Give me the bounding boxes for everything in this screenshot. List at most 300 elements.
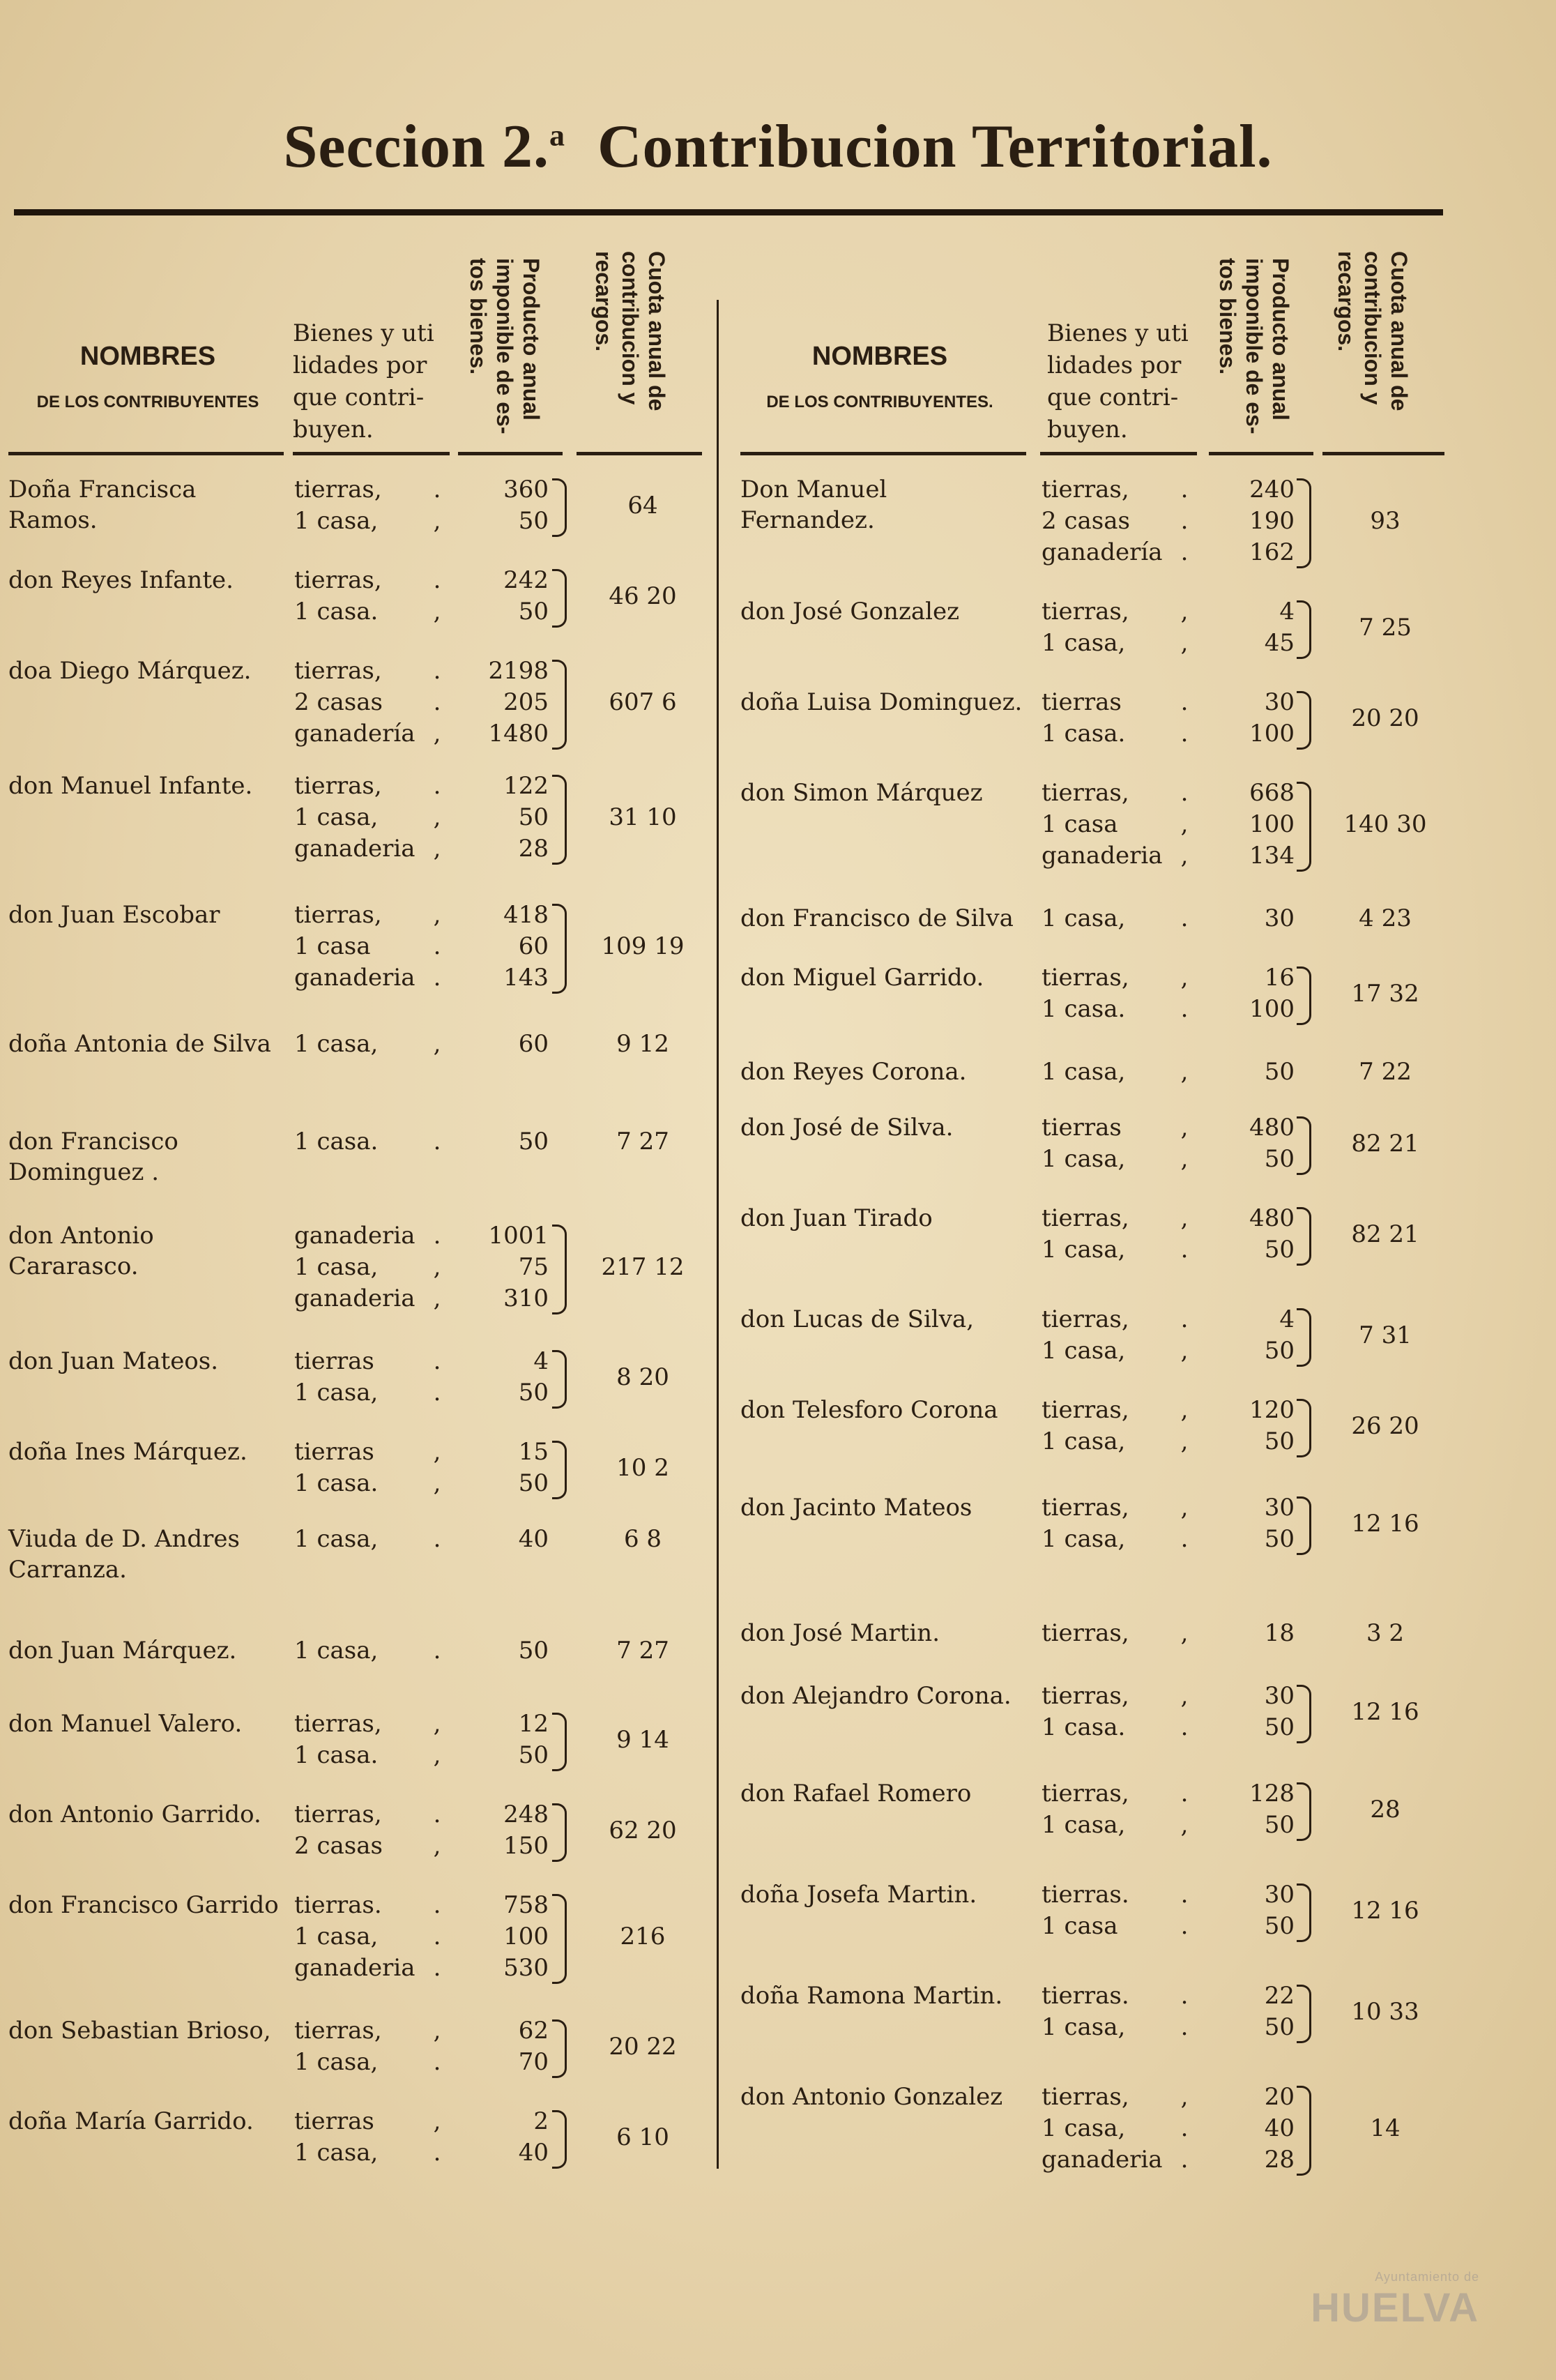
contributor-name: don Reyes Corona. [740,1058,967,1086]
header-producto: Producto anual imponible de es- tos bienes. [1215,258,1293,434]
leader-dot: , [1180,1682,1189,1710]
cuota-value: 140 30 [1343,810,1427,838]
producto-value: 40 [518,2139,549,2167]
contributor-name: doña Josefa Martin. [740,1881,977,1909]
cuota-value: 26 20 [1351,1411,1419,1440]
brace [1297,967,1311,1025]
cuota-value: 3 2 [1366,1619,1405,1647]
leader-dot: , [1180,629,1189,657]
brace [552,904,567,994]
producto-values [1214,962,1295,1025]
brace [552,775,567,865]
cuota-value: 46 20 [609,582,677,610]
bien-item: ganaderia [1042,842,1163,870]
bien-item: tierras, [1042,1305,1129,1333]
bienes-list [294,2106,434,2169]
producto-values [468,565,549,628]
contributor-name: don Juan Tirado [740,1204,933,1232]
producto-value: 480 [1249,1114,1295,1142]
leader-dots [427,1220,448,1314]
leader-dot: . [1180,507,1189,535]
producto-values [1214,1395,1295,1457]
cuota-value: 217 12 [601,1253,685,1281]
leader-dot: , [1180,1619,1189,1647]
bien-item: 1 casa, [1042,2013,1126,2041]
contributor-name: Doña Francisca Ramos. [8,476,197,534]
bien-item: 1 casa, [294,2048,379,2076]
contributor-name: don Juan Márquez. [8,1637,237,1665]
leader-dots [427,1029,448,1060]
right-header [740,230,1444,460]
leader-dots [1174,1618,1195,1649]
contributor-name: don Reyes Infante. [8,566,234,594]
leader-dots [1174,903,1195,934]
bienes-list [1042,474,1181,568]
bien-item: tierras, [1042,964,1129,992]
leader-dot: , [433,1741,441,1769]
bienes-list [1042,1980,1181,2043]
producto-values [468,2015,549,2078]
cuota-value: 109 19 [601,932,685,960]
leader-dot: . [1180,1236,1189,1264]
bien-item: tierras, [1042,1396,1129,1424]
producto-value: 758 [503,1891,549,1919]
leader-dots [427,2015,448,2078]
cuota-value: 17 32 [1351,979,1419,1008]
leader-dot: , [1180,1396,1189,1424]
contributor-name: don Miguel Garrido. [740,964,984,992]
leader-dot: , [433,1438,441,1466]
leader-dot: . [433,1347,441,1375]
bien-item: 1 casa, [294,1923,379,1950]
leader-dots [1174,778,1195,872]
leader-dot: , [433,803,441,831]
bien-item: tierras, [1042,1682,1129,1710]
cuota-value: 14 [1370,2114,1401,2142]
bien-item: 1 casa, [294,1379,379,1407]
bienes-list [1042,1112,1181,1175]
leader-dot: , [433,1469,441,1497]
leader-dots [427,1524,448,1555]
producto-value: 45 [1264,629,1295,657]
producto-values [1214,1203,1295,1266]
producto-values [468,1126,549,1158]
contributor-name: don Sebastian Brioso, [8,2017,271,2045]
leader-dot: . [1180,688,1189,716]
brace [1297,478,1311,568]
leader-dot: , [1180,842,1189,870]
producto-value: 50 [518,507,549,535]
bien-item: 1 casa. [294,1469,379,1497]
cuota-value: 62 20 [609,1816,677,1844]
producto-values [1214,1056,1295,1088]
bien-item: 1 casa, [1042,1427,1126,1455]
bien-item: 1 casa, [1042,1337,1126,1365]
bien-item: tierras. [1042,1982,1129,2010]
bien-item: 1 casa, [294,1525,379,1553]
bien-item: tierras, [294,1801,382,1828]
bienes-list [294,1799,434,1862]
producto-value: 50 [518,1469,549,1497]
leader-dot: . [433,772,441,800]
bien-item: tierras [294,2107,374,2135]
producto-values [1214,687,1295,750]
contributor-name: don Antonio Garrido. [8,1801,261,1828]
left-header [8,230,709,460]
producto-value: 50 [1264,1337,1295,1365]
leader-dot: , [433,1253,441,1281]
bien-item: 1 casa. [1042,995,1126,1023]
bienes-list [294,1126,434,1158]
bien-item: ganadería [294,720,415,748]
contributor-name: Don Manuel Fernandez. [740,476,887,534]
bienes-list [1042,1879,1181,1942]
bien-item: ganaderia [294,1222,415,1250]
brace [552,1894,567,1984]
producto-values [468,1029,549,1060]
cuota-value: 64 [627,491,658,520]
bien-item: 1 casa, [294,507,379,535]
leader-dot: . [433,1923,441,1950]
bienes-list [294,771,434,865]
header-nombres: NOMBRES DE LOS CONTRIBUYENTES. [766,342,993,411]
bien-item: 1 casa, [1042,1236,1126,1264]
producto-values [468,771,549,865]
leader-dots [1174,1304,1195,1367]
producto-value: 50 [518,1741,549,1769]
producto-value: 30 [1264,1881,1295,1909]
leader-dot: , [433,2107,441,2135]
producto-values [1214,1778,1295,1841]
leader-dot: . [1180,1982,1189,2010]
producto-values [1214,1112,1295,1175]
leader-dot: , [1180,810,1189,838]
producto-value: 240 [1249,476,1295,503]
leader-dot: . [1180,2146,1189,2174]
leader-dot: , [433,1030,441,1058]
leader-dot: . [433,964,441,992]
bien-item: tierras, [294,772,382,800]
leader-dot: . [433,2048,441,2076]
bienes-list [294,565,434,628]
producto-value: 30 [1264,1494,1295,1522]
brace [1297,1685,1311,1743]
cuota-value: 31 10 [609,803,677,831]
bien-item: tierras. [294,1891,382,1919]
header-cuota: Cuota anual de contribucion y recargos. [591,251,669,411]
bienes-list [294,1220,434,1314]
cuota-value: 12 16 [1351,1697,1419,1726]
page-title: Seccion 2.$^a$ Contribucion Territorial. [283,113,1273,181]
cuota-value: 28 [1370,1795,1401,1824]
leader-dot: , [1180,1494,1189,1522]
leader-dot: . [1180,476,1189,503]
cuota-value: 4 23 [1359,904,1412,932]
contributor-name: don Lucas de Silva, [740,1305,975,1333]
leader-dot: . [433,1128,441,1155]
brace [1297,1308,1311,1367]
bienes-list [294,1524,434,1555]
leader-dot: . [433,1222,441,1250]
bien-item: tierras [294,1347,374,1375]
bien-item: 1 casa, [294,1253,379,1281]
bien-item: 1 casa, [1042,1811,1126,1839]
producto-value: 70 [518,2048,549,2076]
producto-values [468,2106,549,2169]
producto-values [1214,778,1295,872]
leader-dot: . [1180,1305,1189,1333]
bien-item: tierras, [1042,1780,1129,1807]
producto-value: 50 [1264,1811,1295,1839]
leader-dot: . [1180,779,1189,807]
leader-dot: , [1180,598,1189,626]
producto-values [1214,1879,1295,1942]
bien-item: tierras, [1042,779,1129,807]
leader-dot: . [1180,1780,1189,1807]
producto-values [1214,1304,1295,1367]
producto-value: 530 [503,1954,549,1982]
bienes-list [1042,596,1181,659]
cuota-value: 7 31 [1359,1321,1412,1349]
contributor-name: don Francisco Garrido [8,1891,279,1919]
bien-item: 1 casa. [1042,1713,1126,1741]
producto-value: 122 [503,772,549,800]
brace [1297,1399,1311,1457]
bienes-list [1042,962,1181,1025]
bien-item: tierras [1042,1114,1122,1142]
bienes-list [294,1346,434,1409]
bien-item: 1 casa. [294,1128,379,1155]
bienes-list [1042,1203,1181,1266]
producto-values [468,1890,549,1984]
leader-dot: , [1180,1145,1189,1173]
producto-value: 30 [1264,904,1295,932]
bien-item: tierras, [294,566,382,594]
leader-dot: . [433,1954,441,1982]
leader-dot: . [433,1637,441,1665]
producto-values [468,1799,549,1862]
cuota-value: 12 16 [1351,1896,1419,1925]
contributor-name: don José Gonzalez [740,598,960,626]
leader-dots [427,1799,448,1862]
brace [552,1441,567,1499]
contributor-name: don Antonio Cararasco. [8,1222,154,1280]
bien-item: 1 casa, [1042,629,1126,657]
leader-dot: , [1180,1811,1189,1839]
contributor-name: don Francisco de Silva [740,904,1014,932]
watermark: Ayuntamiento de HUELVA [1311,2270,1479,2330]
leader-dot: , [433,507,441,535]
contributor-name: don Manuel Infante. [8,772,253,800]
contributor-name: don Antonio Gonzalez [740,2083,1003,2111]
producto-values [1214,1980,1295,2043]
producto-values [468,1437,549,1499]
bienes-list [1042,1681,1181,1743]
producto-value: 50 [1264,1525,1295,1553]
bienes-list [294,1029,434,1060]
producto-value: 120 [1249,1396,1295,1424]
producto-values [468,1220,549,1314]
leader-dots [1174,1980,1195,2043]
bien-item: 1 casa, [1042,1145,1126,1173]
bien-item: ganaderia [294,1284,415,1312]
leader-dots [427,1708,448,1771]
cuota-value: 7 22 [1359,1058,1412,1086]
brace [1297,1985,1311,2043]
brace [552,1225,567,1314]
producto-value: 418 [503,901,549,929]
brace [1297,1207,1311,1266]
bien-item: tierras [294,1438,374,1466]
producto-value: 16 [1264,964,1295,992]
contributor-name: don Jacinto Mateos [740,1494,972,1522]
bien-item: 1 casa [294,932,371,960]
bien-item: ganaderia [1042,2146,1163,2174]
leader-dot: , [433,598,441,626]
brace [552,478,567,537]
brace [552,1803,567,1862]
bien-item: 1 casa. [1042,720,1126,748]
contributor-name: Viuda de D. Andres Carranza. [8,1525,240,1584]
producto-value: 668 [1249,779,1295,807]
contributor-name: don Francisco Dominguez . [8,1128,178,1186]
brace [1297,2086,1311,2176]
producto-values [468,900,549,994]
leader-dot: , [1180,2083,1189,2111]
leader-dot: . [433,1891,441,1919]
leader-dots [1174,687,1195,750]
bien-item: 1 casa [1042,810,1118,838]
bien-item: tierras. [1042,1881,1129,1909]
leader-dot: , [1180,1427,1189,1455]
leader-dot: , [433,1284,441,1312]
bienes-list [294,900,434,994]
cuota-value: 10 33 [1351,1997,1419,2026]
brace [1297,691,1311,750]
bien-item: tierras, [1042,598,1129,626]
bien-item: 1 casa. [294,598,379,626]
cuota-value: 607 6 [609,688,677,716]
contributor-name: don Manuel Valero. [8,1710,243,1738]
producto-value: 4 [1279,598,1295,626]
producto-values [468,1524,549,1555]
producto-value: 480 [1249,1204,1295,1232]
leader-dot: , [433,1832,441,1860]
leader-dot: , [1180,964,1189,992]
producto-value: 162 [1249,538,1295,566]
brace [552,2110,567,2169]
producto-value: 190 [1249,507,1295,535]
leader-dots [427,1126,448,1158]
producto-value: 205 [503,688,549,716]
contributor-name: don José Martin. [740,1619,940,1647]
cuota-value: 6 8 [623,1525,662,1553]
leader-dot: . [433,2139,441,2167]
leader-dots [427,1890,448,1984]
contributor-name: doña María Garrido. [8,2107,254,2135]
bien-item: 1 casa, [294,2139,379,2167]
producto-value: 150 [503,1832,549,1860]
leader-dots [1174,474,1195,568]
leader-dots [427,1346,448,1409]
bien-item: tierras, [1042,1619,1129,1647]
producto-value: 50 [1264,1236,1295,1264]
header-bienes: Bienes y uti lidades por que contri- buyen. [1047,319,1189,444]
producto-values [1214,474,1295,568]
bien-item: tierras, [294,476,382,503]
producto-value: 143 [503,964,549,992]
leader-dots [427,474,448,537]
leader-dot: . [1180,995,1189,1023]
bien-item: ganaderia [294,835,415,863]
bien-item: 1 casa, [294,803,379,831]
bien-item: 1 casa, [1042,904,1126,932]
producto-value: 100 [1249,720,1295,748]
producto-value: 100 [1249,810,1295,838]
producto-value: 310 [503,1284,549,1312]
contributor-name: don Simon Márquez [740,779,983,807]
producto-value: 22 [1264,1982,1295,2010]
leader-dots [1174,1492,1195,1555]
producto-value: 62 [518,2017,549,2045]
leader-dots [1174,2082,1195,2176]
bien-item: tierras [1042,688,1122,716]
producto-value: 30 [1264,688,1295,716]
cuota-value: 7 27 [616,1637,669,1665]
producto-value: 1480 [488,720,549,748]
bienes-list [1042,903,1181,934]
producto-values [1214,2082,1295,2176]
producto-value: 30 [1264,1682,1295,1710]
leader-dot: . [433,688,441,716]
producto-value: 50 [1264,1427,1295,1455]
producto-value: 40 [1264,2114,1295,2142]
brace [1297,1883,1311,1942]
producto-value: 15 [518,1438,549,1466]
bienes-list [1042,1056,1181,1088]
producto-value: 242 [503,566,549,594]
contributor-name: doña Ines Márquez. [8,1438,247,1466]
producto-value: 128 [1249,1780,1295,1807]
leader-dot: , [433,2017,441,2045]
brace [1297,600,1311,659]
producto-value: 50 [518,598,549,626]
bienes-list [294,1437,434,1499]
contributor-name: don Juan Escobar [8,901,220,929]
leader-dots [1174,1879,1195,1942]
bienes-list [1042,1304,1181,1367]
leader-dot: . [433,932,441,960]
header-producto: Producto anual imponible de es- tos bienes. [466,258,544,434]
bien-item: tierras, [1042,476,1129,503]
leader-dots [427,900,448,994]
contributor-name: doña Antonia de Silva [8,1030,271,1058]
bien-item: ganaderia [294,964,415,992]
leader-dot: . [1180,904,1189,932]
bien-item: tierras, [294,657,382,685]
producto-value: 50 [1264,1145,1295,1173]
producto-value: 100 [503,1923,549,1950]
producto-value: 50 [1264,1713,1295,1741]
leader-dot: . [1180,1713,1189,1741]
bienes-list [294,1708,434,1771]
bien-item: 1 casa, [294,1637,379,1665]
bienes-list [1042,1395,1181,1457]
producto-value: 248 [503,1801,549,1828]
cuota-value: 216 [620,1923,666,1950]
brace [1297,782,1311,872]
bienes-list [1042,1778,1181,1841]
